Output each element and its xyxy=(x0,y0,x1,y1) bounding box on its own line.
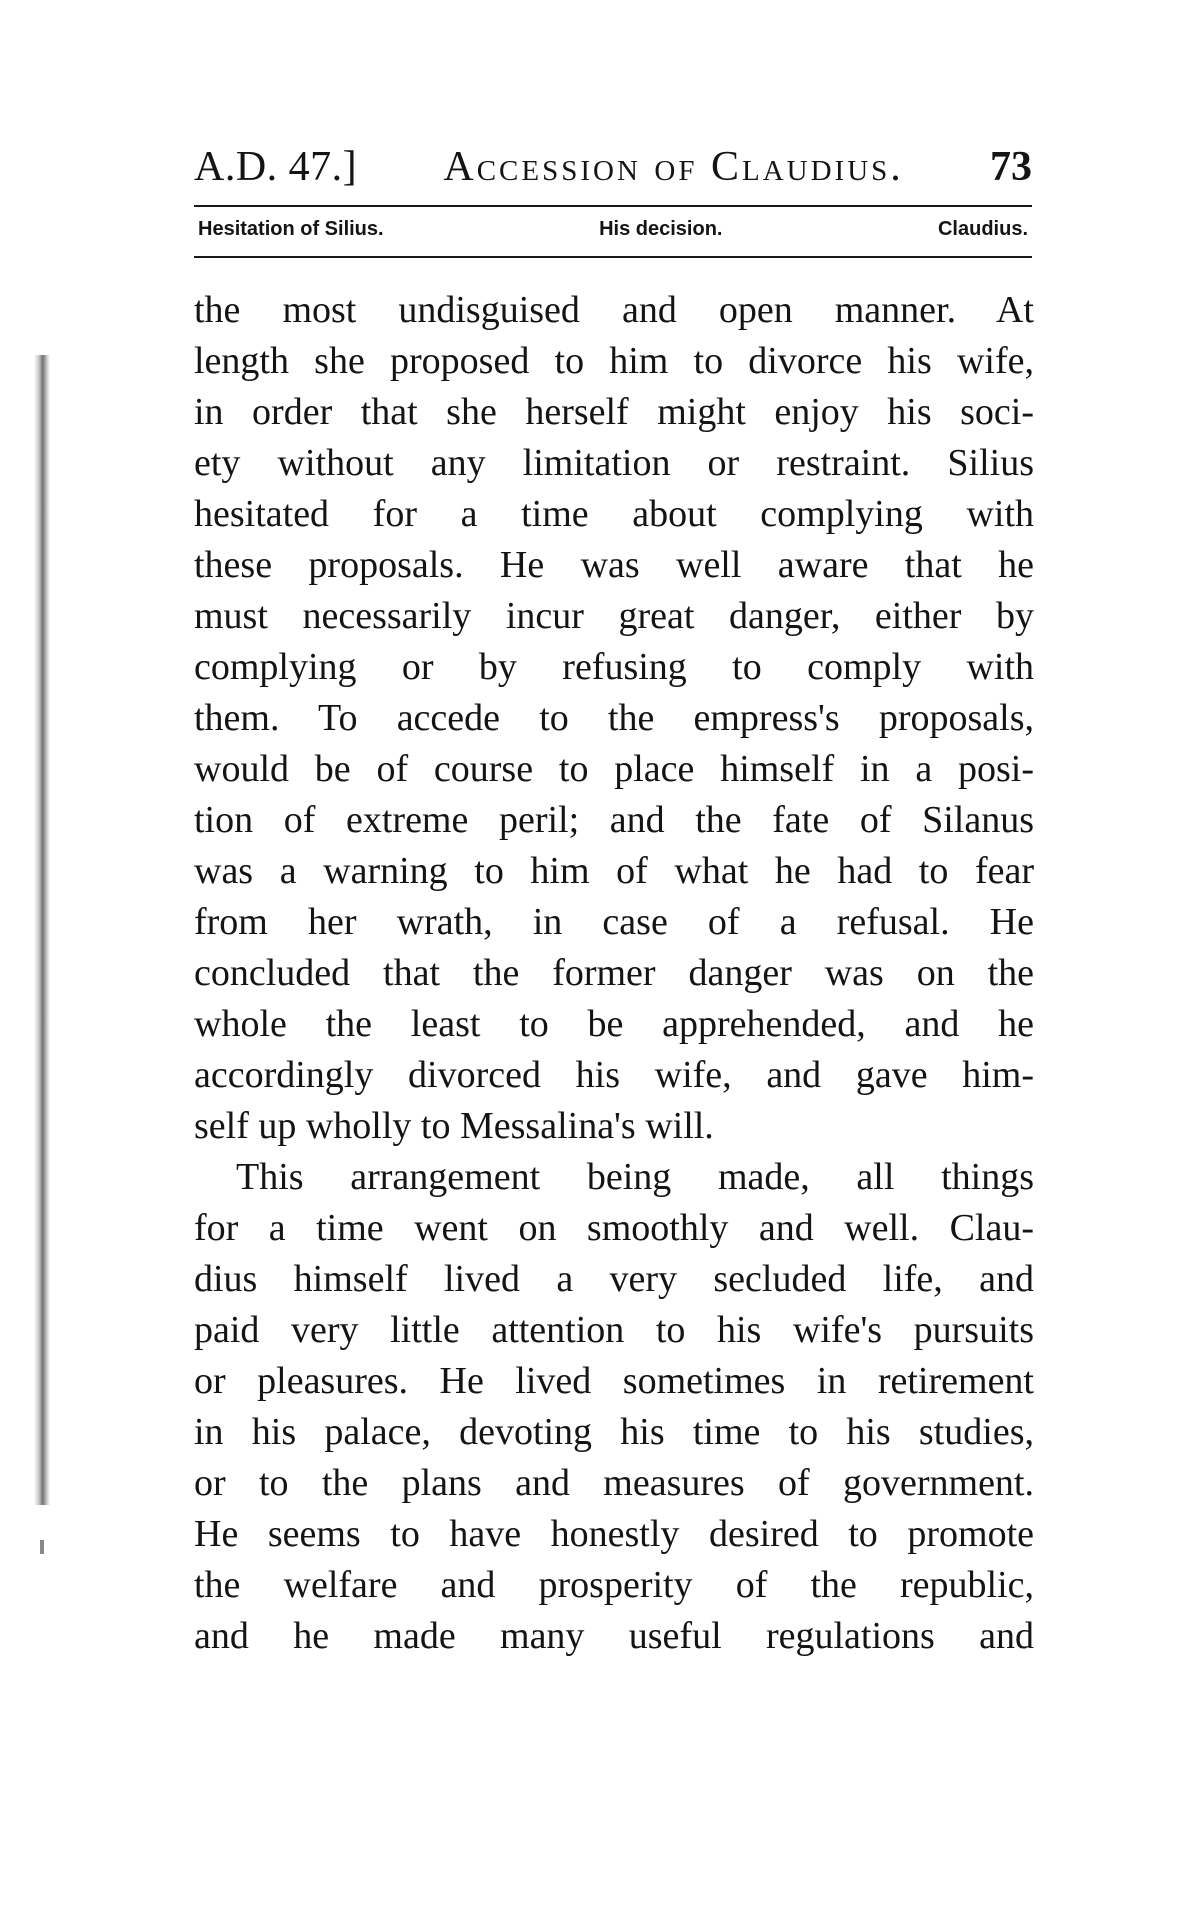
sidenote-claudius: Claudius. xyxy=(937,217,1028,240)
paragraph-2 xyxy=(194,1152,1034,1662)
text-line: the welfare and prosperity of the republic, xyxy=(194,1564,1034,1606)
binding-mark xyxy=(40,1540,44,1554)
sidenote-hesitation: Hesitation of Silius. xyxy=(198,217,384,240)
text-line: This arrangement being made, all things xyxy=(236,1156,1034,1198)
running-head xyxy=(194,143,1032,203)
text-line: was a warning to him of what he had to fear xyxy=(194,850,1034,892)
text-line: dius himself lived a very secluded life, and xyxy=(194,1258,1034,1300)
text-line: complying or by refusing to comply with xyxy=(194,646,1034,688)
text-line: He seems to have honestly desired to promote xyxy=(194,1513,1034,1555)
text-line: would be of course to place himself in a posi- xyxy=(194,748,1034,790)
text-line: or pleasures. He lived sometimes in retirement xyxy=(194,1360,1034,1402)
running-head-date: A.D. 47.] xyxy=(194,144,358,190)
text-line: self up wholly to Messalina's will. xyxy=(194,1105,714,1147)
text-line: them. To accede to the empress's proposals, xyxy=(194,697,1034,739)
text-line: hesitated for a time about complying with xyxy=(194,493,1034,535)
body-text xyxy=(194,285,1034,1662)
header-rule-bottom xyxy=(194,256,1032,258)
text-line: in his palace, devoting his time to his studies, xyxy=(194,1411,1034,1453)
running-head-title: Accession of Claudius. xyxy=(443,144,904,190)
text-line: in order that she herself might enjoy his soci- xyxy=(194,391,1034,433)
text-line: these proposals. He was well aware that he xyxy=(194,544,1034,586)
binding-shadow xyxy=(34,355,50,1505)
sidenote-decision: His decision. xyxy=(599,217,723,240)
paragraph-1 xyxy=(194,285,1034,1152)
text-line: and he made many useful regulations and xyxy=(194,1615,1034,1657)
text-line: paid very little attention to his wife's pursuits xyxy=(194,1309,1034,1351)
text-line: from her wrath, in case of a refusal. He xyxy=(194,901,1034,943)
text-line: for a time went on smoothly and well. Clau- xyxy=(194,1207,1034,1249)
page-number: 73 xyxy=(989,144,1032,190)
text-line: tion of extreme peril; and the fate of Silanus xyxy=(194,799,1034,841)
text-line: must necessarily incur great danger, either by xyxy=(194,595,1034,637)
text-line: whole the least to be apprehended, and he xyxy=(194,1003,1034,1045)
text-line: accordingly divorced his wife, and gave him- xyxy=(194,1054,1034,1096)
text-line: or to the plans and measures of government. xyxy=(194,1462,1034,1504)
sidenotes xyxy=(198,214,1028,244)
text-line: the most undisguised and open manner. At xyxy=(194,289,1034,331)
text-line: length she proposed to him to divorce his wife, xyxy=(194,340,1034,382)
text-line: concluded that the former danger was on the xyxy=(194,952,1034,994)
text-line: ety without any limitation or restraint. Silius xyxy=(194,442,1034,484)
header-rule-top xyxy=(194,205,1032,207)
